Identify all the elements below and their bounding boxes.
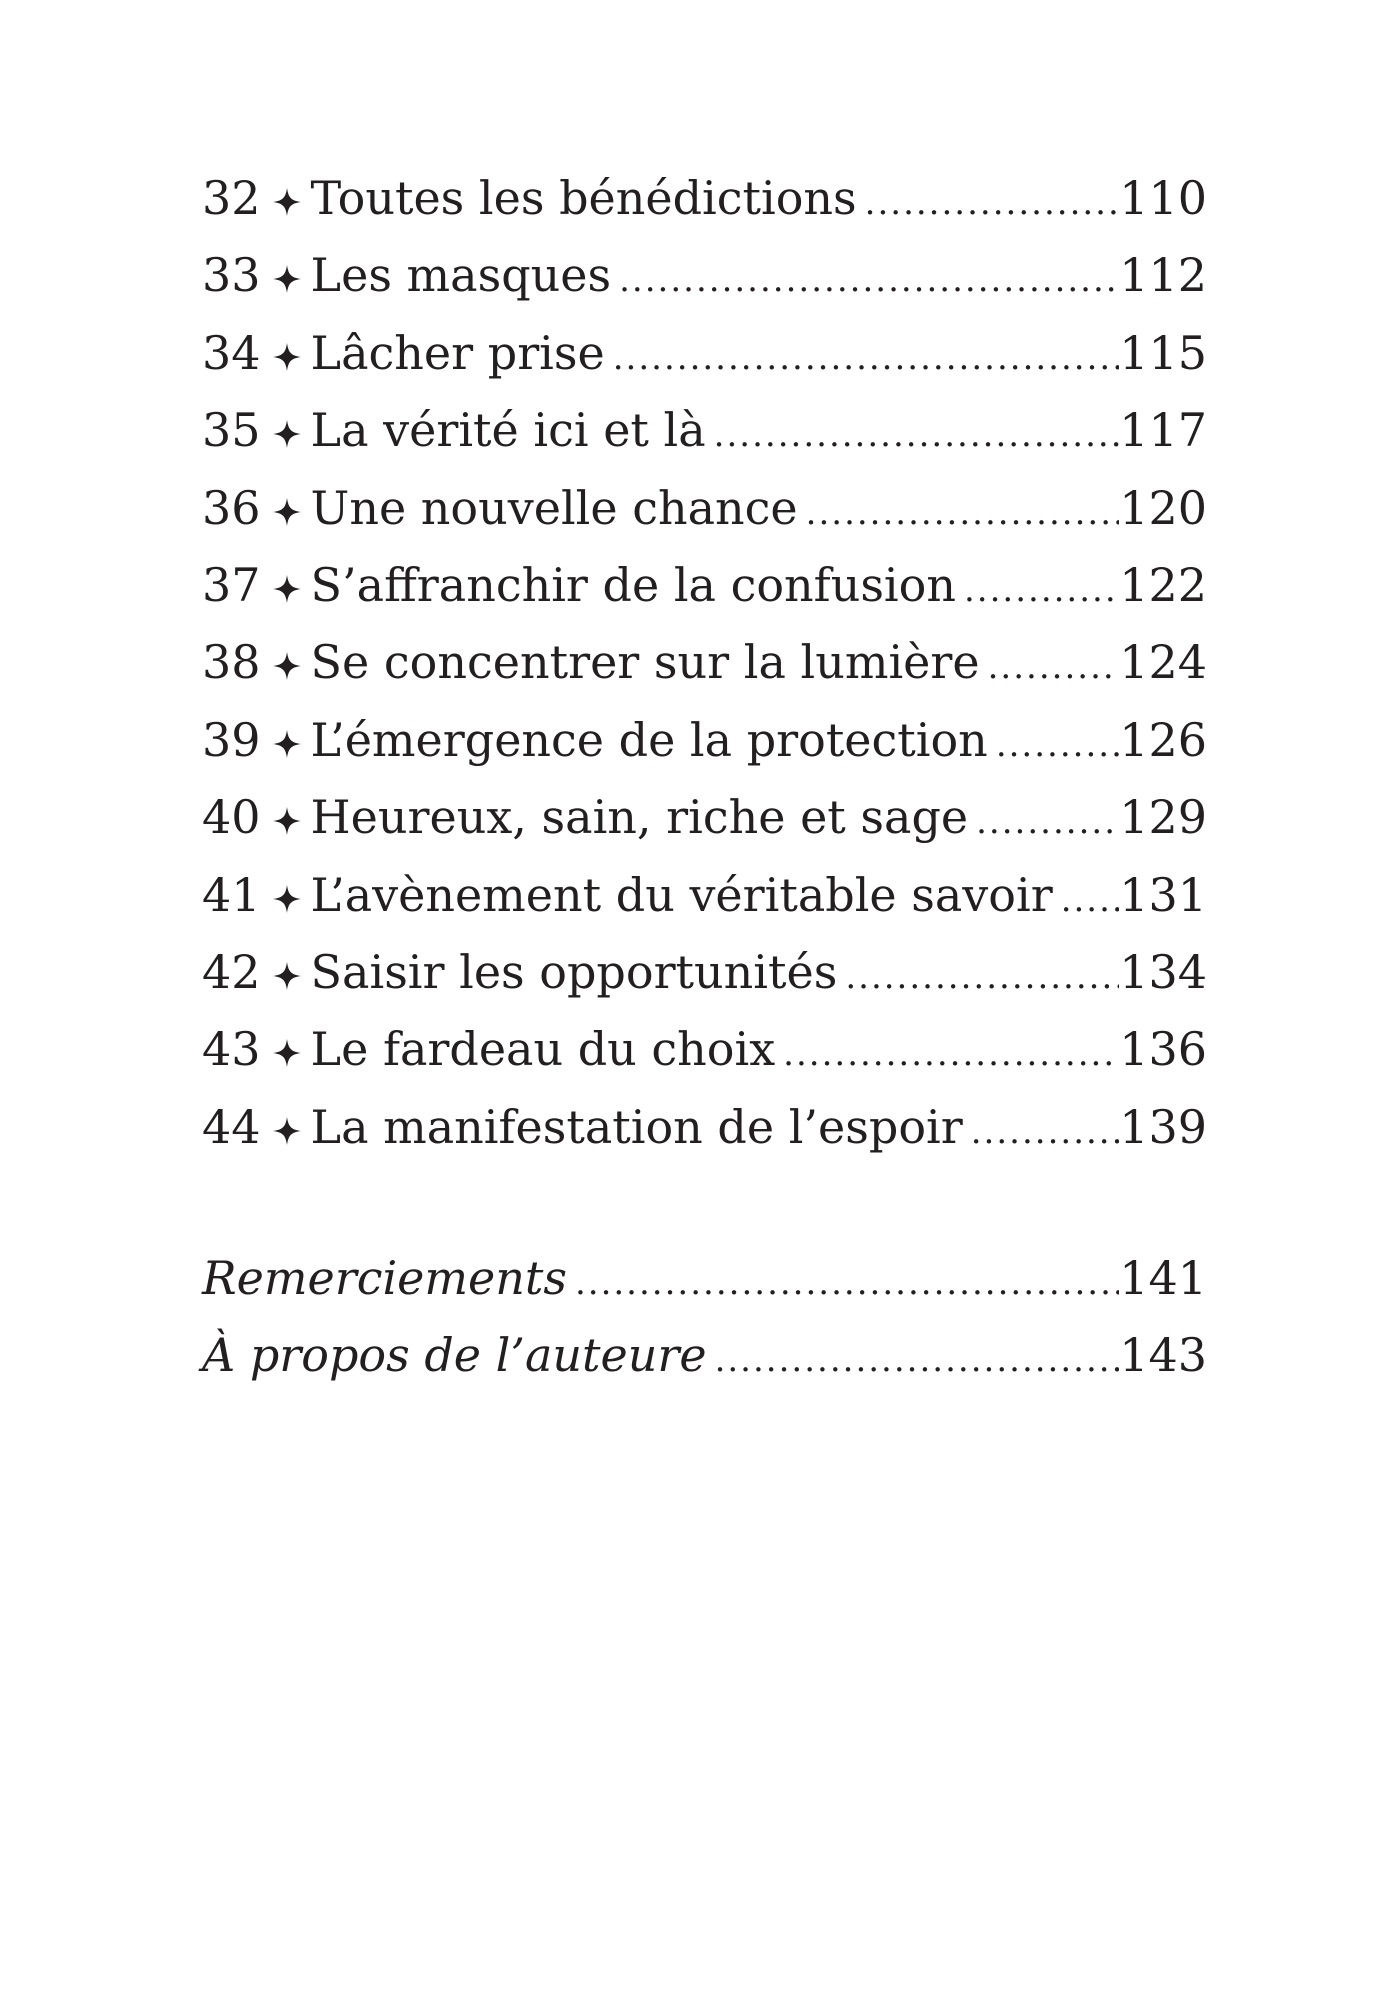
leader-dots — [857, 165, 1120, 242]
leader-dots — [1053, 862, 1120, 939]
chapter-number: 44 — [202, 1099, 261, 1154]
leader-dots — [837, 939, 1119, 1016]
chapter-number: 34 — [202, 325, 261, 380]
four-pointed-star-icon — [273, 1117, 301, 1145]
page-number: 126 — [1119, 712, 1207, 767]
leader-dots — [567, 1245, 1119, 1322]
leader-dots — [956, 552, 1119, 629]
chapter-number: 38 — [202, 635, 261, 690]
page-number: 131 — [1119, 867, 1207, 922]
four-pointed-star-icon — [273, 1039, 301, 1067]
toc-entry[interactable] — [202, 392, 1207, 469]
page-number: 141 — [1119, 1251, 1207, 1305]
leader-dots — [707, 1322, 1120, 1399]
chapter-title: S’affranchir de la confusion — [310, 557, 956, 612]
page-number: 117 — [1119, 403, 1207, 458]
four-pointed-star-icon — [273, 188, 301, 216]
chapter-number: 43 — [202, 1022, 261, 1077]
leader-dots — [605, 320, 1119, 397]
leader-dots — [980, 629, 1120, 706]
toc-entry[interactable] — [202, 315, 1207, 392]
chapter-number: 33 — [202, 248, 261, 303]
back-matter-title: À propos de l’auteure — [202, 1328, 707, 1383]
toc-entry-acknowledgements[interactable] — [202, 1240, 1207, 1317]
four-pointed-star-icon — [273, 807, 301, 835]
page-number: 110 — [1119, 171, 1207, 225]
leader-dots — [963, 1094, 1119, 1171]
leader-dots — [775, 1016, 1119, 1093]
toc-entry[interactable] — [202, 547, 1207, 624]
page-number: 129 — [1119, 790, 1207, 845]
leader-dots — [968, 784, 1119, 861]
chapter-number: 40 — [202, 790, 261, 845]
toc-entry[interactable] — [202, 624, 1207, 701]
toc-entry[interactable] — [202, 702, 1207, 779]
leader-dots — [798, 475, 1120, 552]
page-number: 143 — [1119, 1328, 1207, 1383]
chapter-number: 37 — [202, 557, 261, 612]
chapter-number: 36 — [202, 480, 261, 535]
four-pointed-star-icon — [273, 962, 301, 990]
chapter-title: Heureux, sain, riche et sage — [310, 790, 969, 845]
chapter-title: Toutes les bénédictions — [310, 171, 857, 225]
chapter-title: Une nouvelle chance — [310, 480, 798, 535]
chapter-number: 32 — [202, 171, 261, 225]
toc-entry[interactable] — [202, 1089, 1207, 1166]
toc-entry[interactable] — [202, 237, 1207, 314]
toc-entry[interactable] — [202, 1011, 1207, 1088]
toc-entry[interactable] — [202, 779, 1207, 856]
page-number: 112 — [1119, 248, 1207, 303]
leader-dots — [988, 707, 1119, 784]
four-pointed-star-icon — [273, 730, 301, 758]
chapter-number: 39 — [202, 712, 261, 767]
chapter-number: 42 — [202, 944, 261, 999]
page-number: 122 — [1119, 557, 1207, 612]
page-number: 139 — [1119, 1099, 1207, 1154]
four-pointed-star-icon — [273, 652, 301, 680]
page-number: 120 — [1119, 480, 1207, 535]
chapter-number: 41 — [202, 867, 261, 922]
chapter-title: L’avènement du véritable savoir — [310, 867, 1053, 922]
back-matter-title: Remerciements — [202, 1251, 567, 1305]
chapter-number: 35 — [202, 403, 261, 458]
chapter-title: L’émergence de la protection — [310, 712, 988, 767]
chapter-title: Lâcher prise — [310, 325, 605, 380]
toc-entry[interactable] — [202, 160, 1207, 237]
four-pointed-star-icon — [273, 885, 301, 913]
toc-entry[interactable] — [202, 470, 1207, 547]
four-pointed-star-icon — [273, 343, 301, 371]
four-pointed-star-icon — [273, 265, 301, 293]
toc-entry[interactable] — [202, 857, 1207, 934]
chapter-title: Se concentrer sur la lumière — [310, 635, 980, 690]
chapter-title: Les masques — [310, 248, 612, 303]
page-number: 134 — [1119, 944, 1207, 999]
table-of-contents — [202, 160, 1207, 1166]
four-pointed-star-icon — [273, 420, 301, 448]
back-matter-list — [202, 1240, 1207, 1395]
leader-dots — [706, 397, 1120, 474]
four-pointed-star-icon — [273, 498, 301, 526]
page-number: 136 — [1119, 1022, 1207, 1077]
toc-entry[interactable] — [202, 934, 1207, 1011]
chapter-title: Le fardeau du choix — [310, 1022, 776, 1077]
chapter-title: La manifestation de l’espoir — [310, 1099, 963, 1154]
toc-entry-about-author[interactable] — [202, 1317, 1207, 1394]
four-pointed-star-icon — [273, 575, 301, 603]
page-number: 124 — [1119, 635, 1207, 690]
leader-dots — [611, 242, 1119, 319]
chapter-title: La vérité ici et là — [310, 403, 706, 458]
chapter-title: Saisir les opportunités — [310, 944, 838, 999]
page-number: 115 — [1119, 325, 1207, 380]
